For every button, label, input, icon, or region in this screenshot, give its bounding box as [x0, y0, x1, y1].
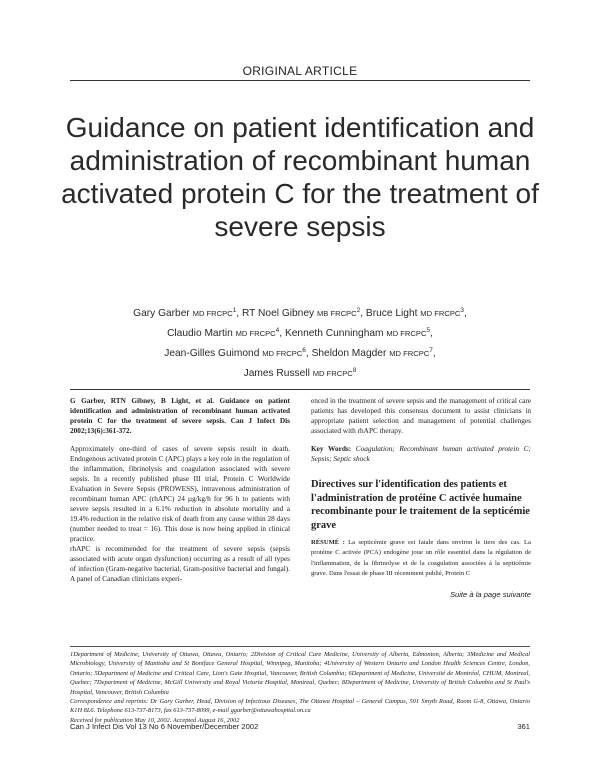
header-rule: [70, 80, 530, 81]
received-dates: Received for publication May 10, 2002. Accepted August 16, 2002: [70, 716, 240, 724]
keywords-label: Key Words:: [311, 444, 352, 453]
resume-text: La septicémie grave est fatale dans environ le tiers des cas. La protéine C activée (PCA) endogène joue un rôle essentiel dans la régulation de l'inflammation, de la fibrinolyse et de la coagulation associées à la septicémie grave. Dans l'essai de phase III récemment publié, Protein C: [311, 539, 531, 578]
author-2: RT Noel Gibney MB FRCPC$^2$: [242, 307, 361, 319]
author-7: Sheldon Magder MD FRCPC$^7$: [311, 347, 433, 359]
citation: G Garber, RTN Gibney, B Light, et al. Guidance on patient identification and administration of recombinant human activated protein C for the treatment of severe sepsis. Can J Infect Dis 2002;13(6):361-372.: [70, 396, 290, 435]
keywords-text: Coagulation; Recombinant human activated protein C; Sepsis; Septic shock: [311, 444, 531, 463]
section-label: ORIGINAL ARTICLE: [242, 64, 358, 78]
page-number: 361: [517, 722, 530, 731]
french-title: Directives sur l'identification des patients et l'administration de protéine C activée humaine recombinante pour le traitement de la septicémie grave: [311, 479, 530, 531]
footnote-rule: [70, 646, 530, 647]
correspondence: Correspondence and reprints: Dr Gary Garber, Head, Division of Infectious Diseases, The Ottawa Hospital – General Campus, 501 Smyth Road, Room G-8, Ottawa, Ontario K1H 8L6. Telephone 613-737-8173, fax 613-737-8099, e-mail ggarber@ottawahospital.on.ca: [70, 698, 530, 715]
abstract-left-column: [70, 396, 290, 584]
article-title: Guidance on patient identification and administration of recombinant human activated protein C for the treatment of severe sepsis: [61, 112, 539, 242]
author-6: Jean-Gilles Guimond MD FRCPC$^6$: [164, 347, 306, 359]
footnotes: [70, 650, 530, 725]
abstract-paragraph: rhAPC is recommended for the treatment of severe sepsis (sepsis associated with acute organ dysfunction) occurring as a result of all types of infection (Gram-negative bacterial, Gram-positive bacterial and fungal). A panel of Canadian clinicians experi-: [70, 544, 290, 583]
author-5: Kenneth Cunningham MD FRCPC$^5$: [284, 327, 431, 339]
abstract-right-column: [311, 396, 531, 600]
affiliations: 1Department of Medicine, University of Ottawa, Ottawa, Ontario; 2Division of Critical Care Medicine, University of Alberta, Edmonton, Alberta; 3Medicine and Medical Microbiology, University of Manitoba and St Boniface General Hospital, Winnipeg, Manitoba; 4University of Western Ontario and London Health Sciences Centre, London, Ontario; 5Department of Medicine and Critical Care, Lion's Gate Hospital, Vancouver, British Columbia; 6Department of Medicine, Université de Montréal, CHUM, Montreal, Quebec; 7Department of Medicine, McGill University and Royal Victoria Hospital, Montreal, Quebec; 8Department of Medicine, University of British Columbia and St Paul's Hospital, Vancouver, British Columbia: [70, 651, 530, 696]
abstract-paragraph: Approximately one-third of cases of severe sepsis result in death. Endogenous activated protein C (APC) plays a key role in the regulation of the inflammation, fibrinolysis and coagulation associated with severe sepsis. In a recently published phase III trial, Protein C Worldwide Evaluation in Severe Sepsis (PROWESS), intravenous administration of recombinant human APC (rhAPC) 24 µg/kg/h for 96 h to patients with severe sepsis resulted in a 6.1% reduction in absolute mortality and a 19.4% reduction in the relative risk of death from any cause within 28 days (number needed to treat = 16). This dose is now being applied in clinical practice.: [70, 444, 290, 543]
page-footer: [70, 722, 530, 731]
abstract-paragraph: enced in the treatment of severe sepsis and the management of critical care patients has developed this consensus document to assist clinicians in appropriate patient selection and management of potential challenges associated with rhAPC therapy.: [311, 396, 531, 435]
author-3: Bruce Light MD FRCPC$^3$: [365, 307, 464, 319]
french-abstract: [311, 538, 531, 580]
author-4: Claudio Martin MD FRCPC$^4$: [167, 327, 280, 339]
author-1: Gary Garber MD FRCPC$^1$: [133, 307, 237, 319]
journal-reference: Can J Infect Dis Vol 13 No 6 November/December 2002: [70, 722, 259, 731]
abstract-top-rule: [70, 389, 530, 390]
author-list: Gary Garber MD FRCPC$^1$, RT Noel Gibney MB FRCPC$^2$, Bruce Light MD FRCPC$^3$, Claudio Martin MD FRCPC$^4$, Kenneth Cunningham MD FRCPC$^5$, Jean-Gilles Guimond MD FRCPC$^6$, Sheldon Magder MD FRCPC$^7$, James Russell MD FRCPC$^8$: [133, 307, 467, 379]
author-8: James Russell MD FRCPC$^8$: [243, 367, 357, 379]
keywords: [311, 444, 531, 464]
continued-note: Suite à la page suivante: [449, 589, 531, 599]
resume-label: RÉSUMÉ :: [311, 539, 345, 546]
